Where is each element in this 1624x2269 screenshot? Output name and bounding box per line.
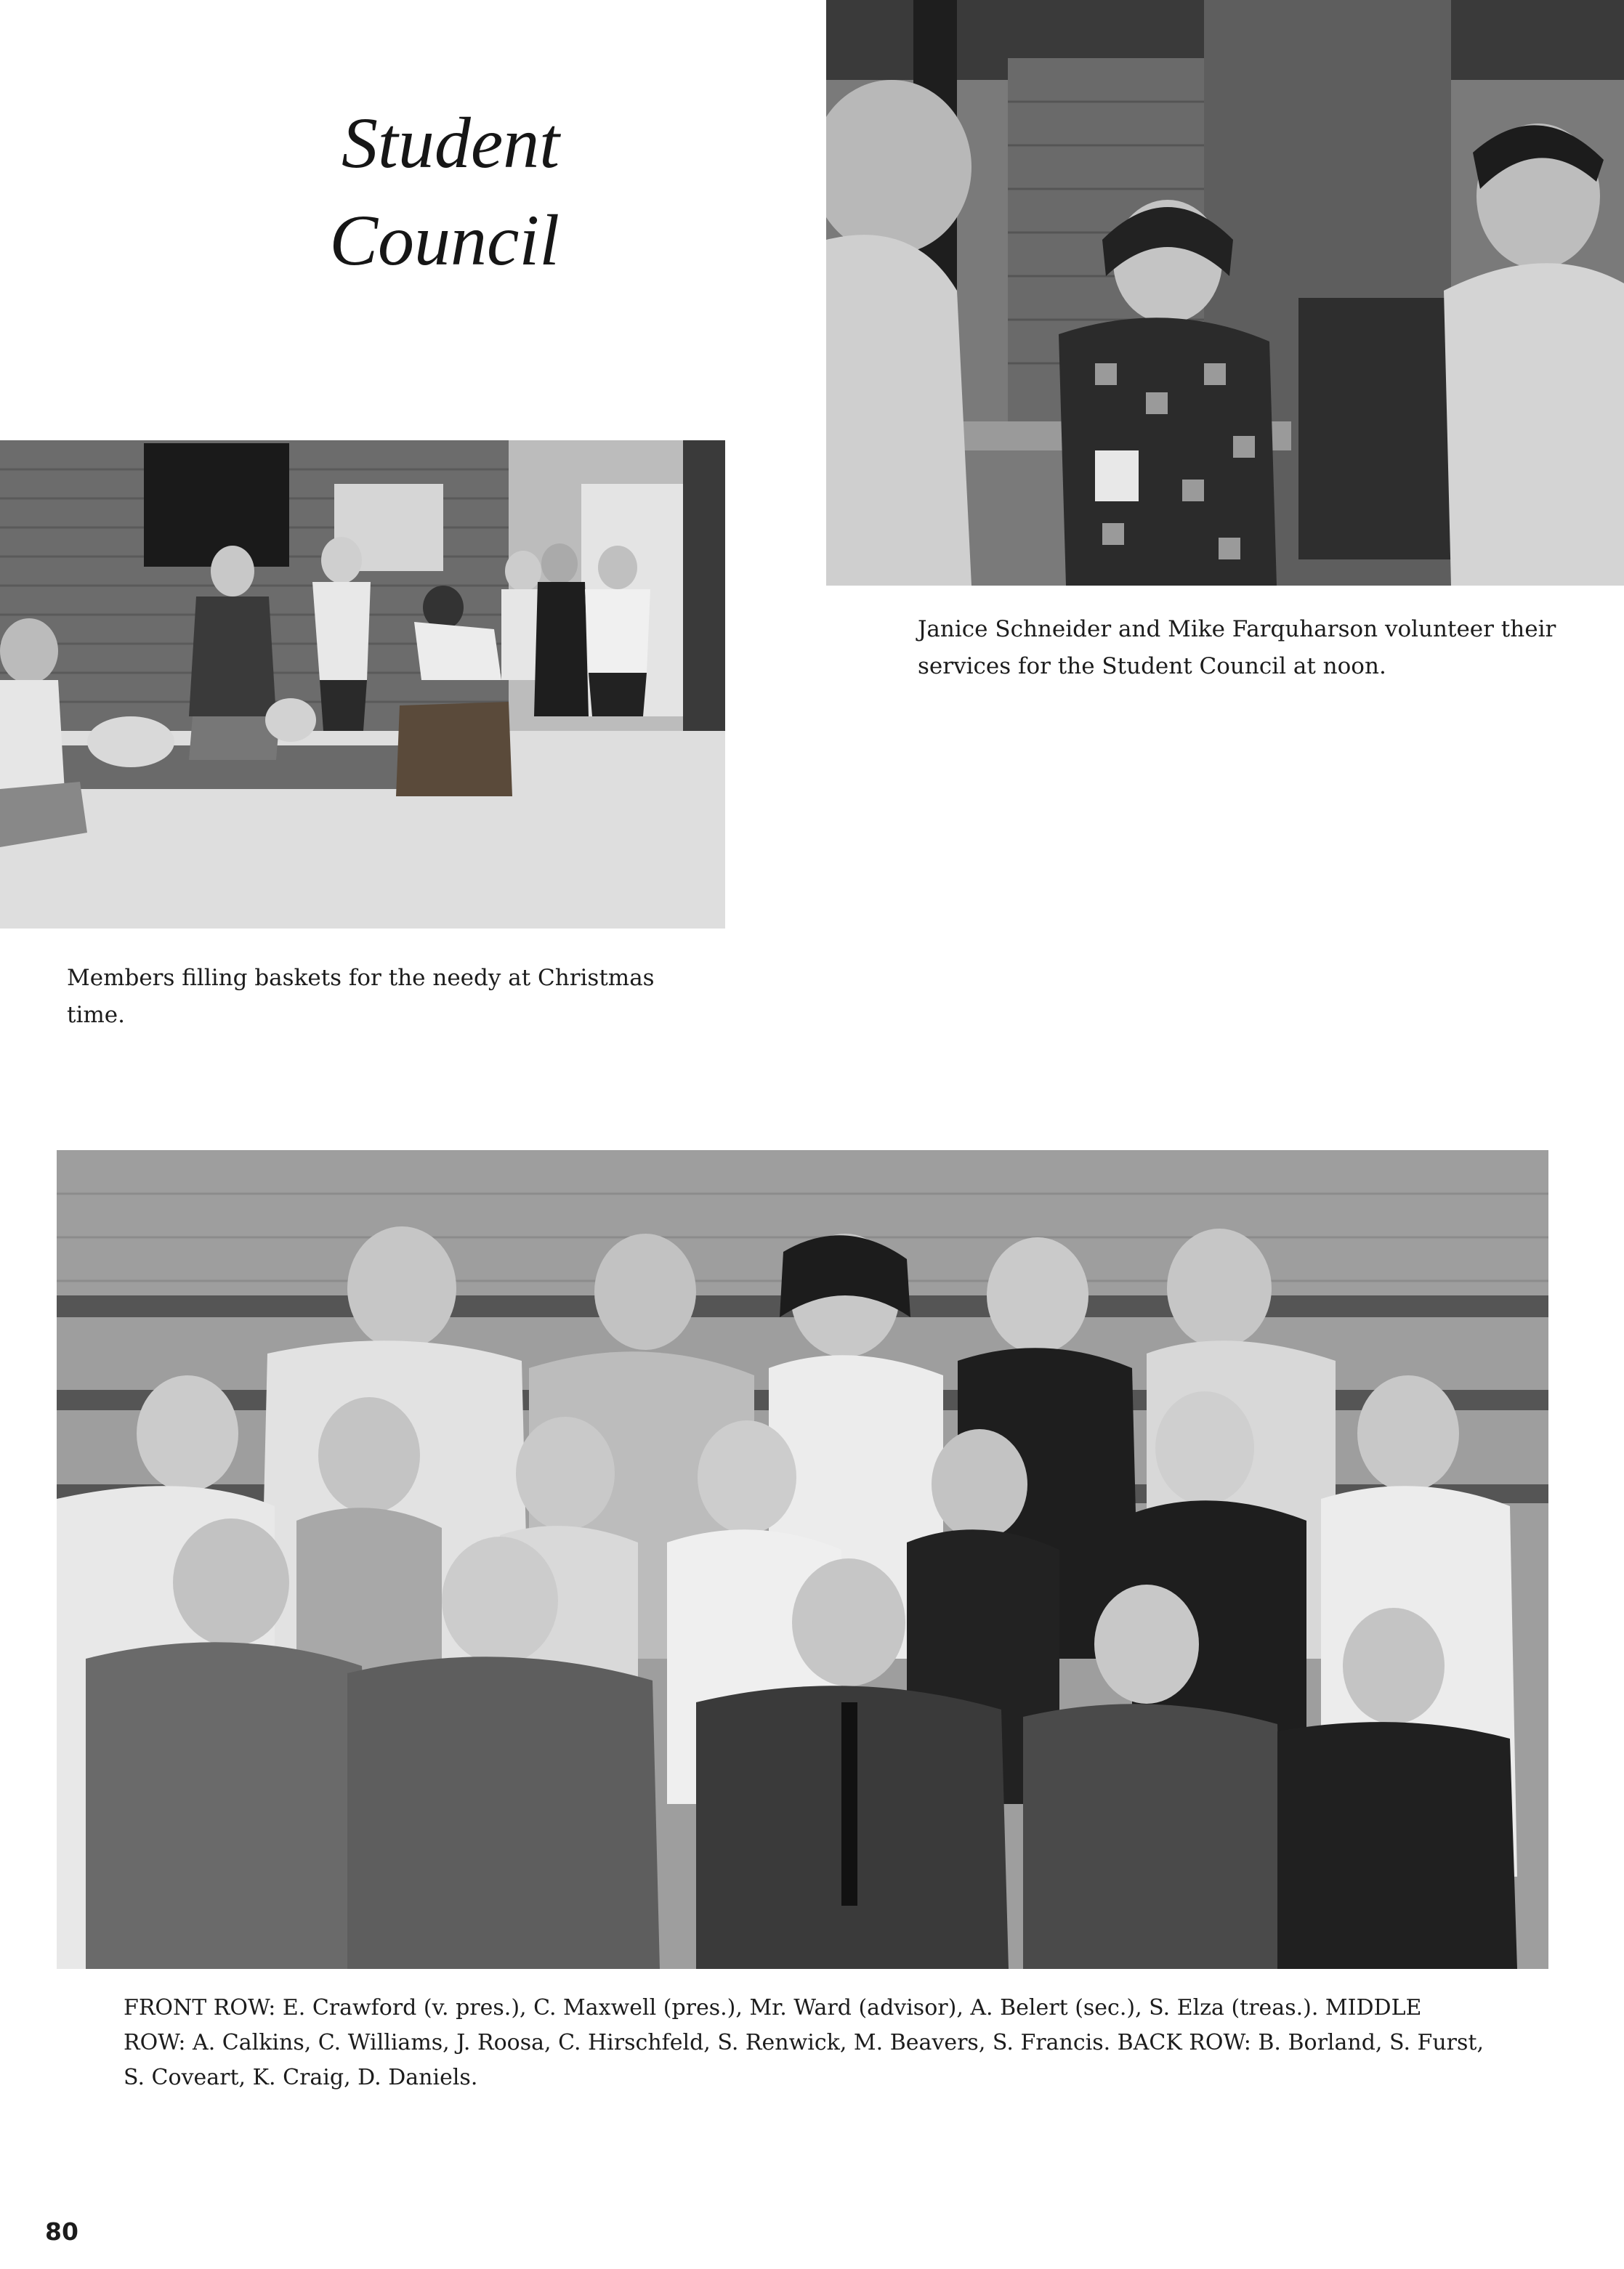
baskets-photo — [0, 440, 725, 929]
title-line-2: Council — [329, 200, 559, 280]
photo-three-students-at-dispenser-icon — [826, 0, 1624, 586]
photo-members-filling-baskets-icon — [0, 440, 725, 929]
page-number: 80 — [45, 2217, 78, 2246]
baskets-caption: Members filling baskets for the needy at Christmas time. — [67, 965, 655, 1028]
group-caption: FRONT ROW: E. Crawford (v. pres.), C. Maxwell (pres.), Mr. Ward (advisor), A. Belert (sec.), S. Elza (treas.). MIDDLE ROW: A. Calkins, C. Williams, J. Roosa, C. Hirschfeld, S. Renwick, M. Beavers, S. Francis. BACK ROW: B. Borland, S. Furst, S. Coveart, K. Craig, D. Daniels. — [124, 1995, 1484, 2090]
volunteers-caption: Janice Schneider and Mike Farquharson volunteer their services for the Student Council at noon. — [918, 616, 1556, 679]
volunteers-photo — [826, 0, 1624, 586]
title-line-1: Student — [342, 102, 559, 183]
group-photo — [57, 1150, 1548, 1969]
page-title — [240, 94, 559, 289]
photo-student-council-group-icon — [57, 1150, 1548, 1969]
